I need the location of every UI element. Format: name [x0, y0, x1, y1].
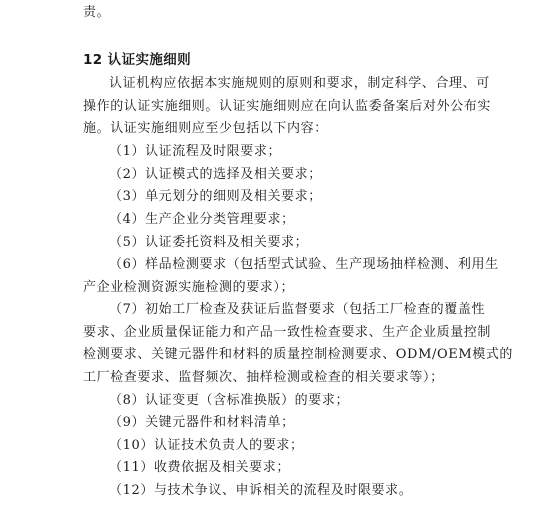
list-item: （3）单元划分的细则及相关要求； [109, 189, 322, 204]
list-item: （7）初始工厂检查及获证后监督要求（包括工厂检查的覆盖性 [109, 302, 486, 317]
list-item: （4）生产企业分类管理要求； [109, 212, 295, 227]
list-item-continuation: 要求、企业质量保证能力和产品一致性检查要求、生产企业质量控制 [83, 325, 492, 340]
list-item-continuation: 检测要求、关键元器件和材料的质量控制检测要求、ODM/OEM模式的 [83, 347, 514, 362]
list-item-continuation: 产企业检测资源实施检测的要求）； [83, 280, 295, 295]
list-item: （2）认证模式的选择及相关要求； [109, 167, 322, 182]
paragraph-line: 施。认证实施细则应至少包括以下内容： [83, 121, 328, 136]
list-item: （8）认证变更（含标准换版）的要求； [109, 393, 350, 408]
text-line-continuation: 责。 [83, 5, 111, 20]
paragraph-line: 操作的认证实施细则。认证实施细则应在向认监委备案后对外公布实 [83, 99, 492, 114]
list-item: （6）样品检测要求（包括型式试验、生产现场抽样检测、利用生 [109, 257, 499, 272]
list-item: （9）关键元器件和材料清单； [109, 415, 295, 430]
list-item: （12）与技术争议、申诉相关的流程及时限要求。 [109, 483, 413, 498]
section-heading: 12 认证实施细则 [83, 52, 192, 68]
paragraph-line: 认证机构应依据本实施规则的原则和要求，制定科学、合理、可 [109, 76, 490, 91]
list-item: （1）认证流程及时限要求； [109, 144, 282, 159]
list-item: （5）认证委托资料及相关要求； [109, 235, 309, 250]
list-item: （11）收费依据及相关要求； [109, 460, 290, 475]
list-item-continuation: 工厂检查要求、监督频次、抽样检测或检查的相关要求等）； [83, 370, 444, 385]
list-item: （10）认证技术负责人的要求； [109, 438, 304, 453]
